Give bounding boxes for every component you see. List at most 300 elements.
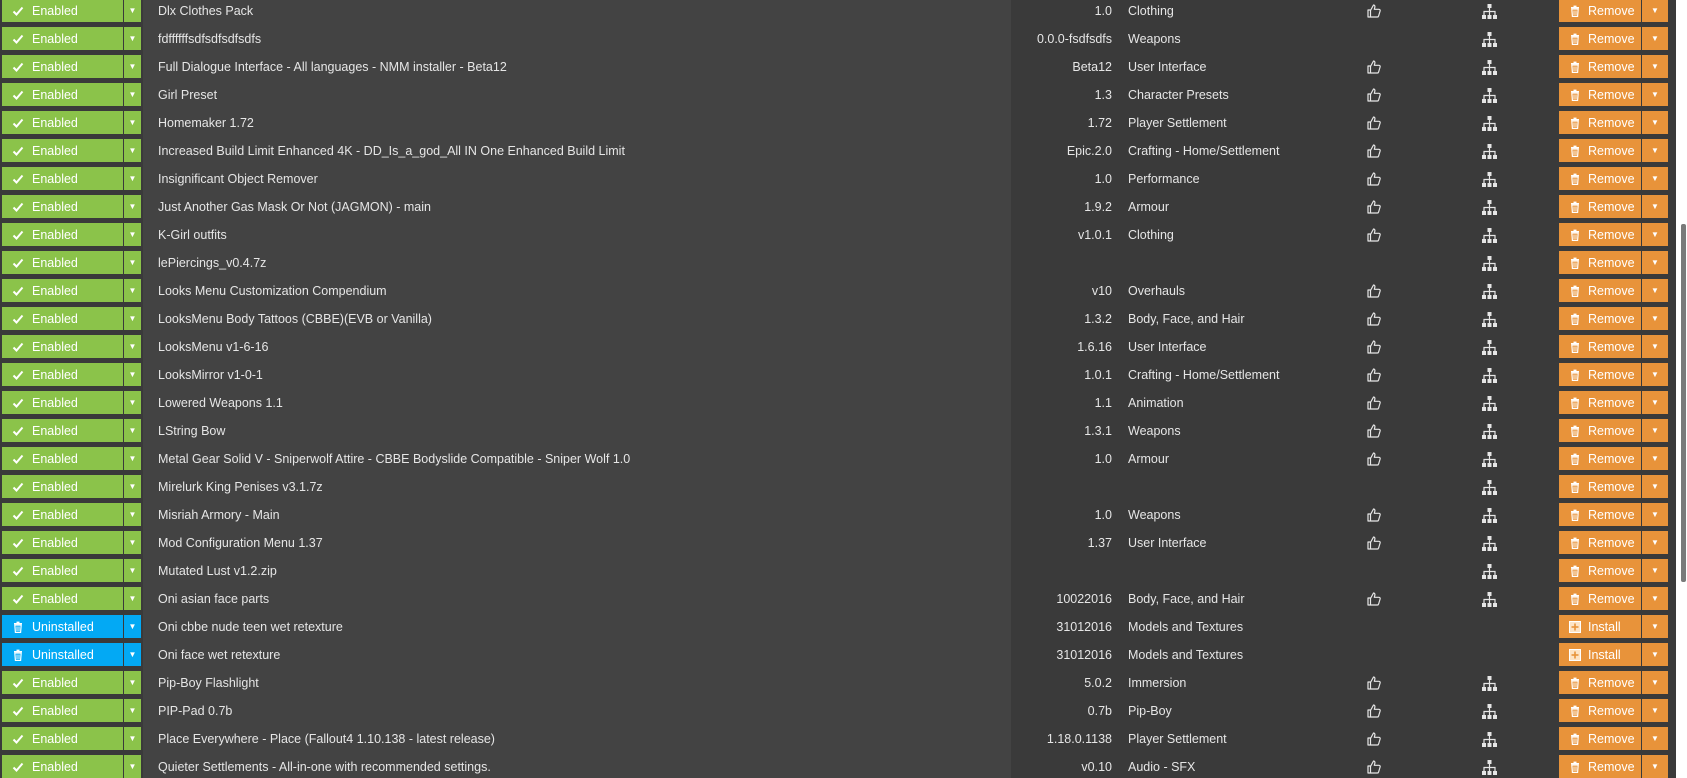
caret-down-icon: ▼ [1651,174,1659,183]
trash-icon [1569,145,1581,157]
status-dropdown-button[interactable] [124,27,141,50]
status-button[interactable] [2,139,123,162]
thumbs-up-icon[interactable] [1366,535,1382,551]
status-button[interactable] [2,223,123,246]
caret-down-icon: ▼ [1651,510,1659,519]
status-dropdown-button[interactable] [124,419,141,442]
action-label: Remove [1588,759,1635,774]
status-dropdown-button[interactable] [124,83,141,106]
sitemap-icon[interactable] [1481,3,1498,20]
trash-icon [1569,5,1581,17]
sitemap-icon[interactable] [1481,535,1498,552]
remove-button[interactable] [1559,587,1641,610]
status-dropdown-button[interactable] [124,223,141,246]
mod-row-25 [0,698,1676,726]
status-button[interactable] [2,251,123,274]
check-icon [12,509,24,521]
mod-category: User Interface [1128,536,1207,550]
sitemap-icon[interactable] [1481,759,1498,776]
sitemap-icon[interactable] [1481,283,1498,300]
action-dropdown-button[interactable] [1642,307,1668,330]
mod-category: User Interface [1128,60,1207,74]
action-dropdown-button[interactable] [1642,587,1668,610]
remove-button[interactable] [1559,671,1641,694]
sitemap-icon[interactable] [1481,59,1498,76]
remove-button[interactable] [1559,559,1641,582]
action-dropdown-button[interactable] [1642,167,1668,190]
status-dropdown-button[interactable] [124,559,141,582]
remove-button[interactable] [1559,531,1641,554]
action-dropdown-button[interactable] [1642,531,1668,554]
caret-down-icon: ▼ [128,454,137,463]
trash-icon [1569,677,1581,689]
action-control [1559,475,1668,498]
mod-row-17 [0,474,1676,502]
mod-name: K-Girl outfits [158,228,227,242]
status-button[interactable] [2,167,123,190]
caret-down-icon: ▼ [1651,762,1659,771]
trash-icon [1569,509,1581,521]
trash-icon [1569,369,1581,381]
sitemap-icon[interactable] [1481,255,1498,272]
status-control [2,167,141,190]
mod-name: Full Dialogue Interface - All languages - NMM installer - Beta12 [158,60,507,74]
remove-button[interactable] [1559,195,1641,218]
mod-name: Pip-Boy Flashlight [158,676,259,690]
thumbs-up-icon[interactable] [1366,227,1382,243]
mod-category: Clothing [1128,228,1174,242]
caret-down-icon: ▼ [128,174,137,183]
action-label: Remove [1588,591,1635,606]
status-button[interactable] [2,447,123,470]
status-button[interactable] [2,503,123,526]
status-label: Enabled [32,675,78,690]
action-dropdown-button[interactable] [1642,419,1668,442]
status-button[interactable] [2,699,123,722]
mod-row-3 [0,82,1676,110]
caret-down-icon: ▼ [128,342,137,351]
remove-button[interactable] [1559,223,1641,246]
status-dropdown-button[interactable] [124,699,141,722]
mod-version: 0.7b [1087,704,1112,718]
thumbs-up-icon[interactable] [1366,171,1382,187]
trash-icon [1569,33,1581,45]
remove-button[interactable] [1559,55,1641,78]
status-button[interactable] [2,559,123,582]
status-dropdown-button[interactable] [124,307,141,330]
status-control [2,559,141,582]
mod-category: Overhauls [1128,284,1185,298]
thumbs-up-icon[interactable] [1366,59,1382,75]
status-control [2,699,141,722]
mod-name: Looks Menu Customization Compendium [158,284,387,298]
caret-down-icon: ▼ [1651,734,1659,743]
status-label: Enabled [32,339,78,354]
status-label: Enabled [32,3,78,18]
mod-version: 10022016 [1056,592,1112,606]
action-label: Remove [1588,115,1635,130]
trash-icon [1569,397,1581,409]
sitemap-icon[interactable] [1481,227,1498,244]
caret-down-icon: ▼ [1651,90,1659,99]
remove-button[interactable] [1559,0,1641,22]
status-control [2,503,141,526]
status-label: Enabled [32,31,78,46]
status-label: Enabled [32,311,78,326]
sitemap-icon[interactable] [1481,339,1498,356]
mod-version [950,474,1112,500]
sitemap-icon[interactable] [1481,703,1498,720]
action-dropdown-button[interactable] [1642,727,1668,750]
thumbs-up-icon[interactable] [1366,507,1382,523]
status-button[interactable] [2,335,123,358]
status-button[interactable] [2,419,123,442]
mod-name: Just Another Gas Mask Or Not (JAGMON) - main [158,200,431,214]
action-dropdown-button[interactable] [1642,475,1668,498]
status-control [2,391,141,414]
caret-down-icon: ▼ [1651,538,1659,547]
mod-version: Beta12 [1072,60,1112,74]
mod-category: Pip-Boy [1128,704,1172,718]
status-button[interactable] [2,391,123,414]
mod-version: 5.0.2 [1084,676,1112,690]
sitemap-icon[interactable] [1481,31,1498,48]
remove-button[interactable] [1559,419,1641,442]
action-label: Remove [1588,339,1635,354]
check-icon [12,229,24,241]
sitemap-icon[interactable] [1481,423,1498,440]
status-label: Enabled [32,367,78,382]
caret-down-icon: ▼ [1651,286,1659,295]
status-dropdown-button[interactable] [124,475,141,498]
remove-button[interactable] [1559,251,1641,274]
thumbs-up-icon[interactable] [1366,199,1382,215]
sitemap-icon[interactable] [1481,199,1498,216]
status-dropdown-button[interactable] [124,643,141,666]
action-dropdown-button[interactable] [1642,195,1668,218]
remove-button[interactable] [1559,699,1641,722]
sitemap-icon[interactable] [1481,731,1498,748]
thumbs-up-icon[interactable] [1366,395,1382,411]
mod-row-16 [0,446,1676,474]
status-button[interactable] [2,727,123,750]
caret-down-icon: ▼ [128,622,137,631]
thumbs-up-icon[interactable] [1366,591,1382,607]
mod-version: 1.72 [1087,116,1112,130]
remove-button[interactable] [1559,111,1641,134]
status-button[interactable] [2,0,123,22]
check-icon [12,201,24,213]
status-dropdown-button[interactable] [124,531,141,554]
mod-row-20 [0,558,1676,586]
action-label: Remove [1588,675,1635,690]
mod-row-14 [0,390,1676,418]
status-dropdown-button[interactable] [124,195,141,218]
thumbs-up-icon[interactable] [1366,283,1382,299]
status-button[interactable] [2,755,123,778]
status-control [2,27,141,50]
plus-box-icon [1569,621,1581,633]
action-dropdown-button[interactable] [1642,139,1668,162]
scrollbar-thumb[interactable] [1681,224,1686,582]
mod-name: Increased Build Limit Enhanced 4K - DD_Is_a_god_All IN One Enhanced Build Limit [158,144,625,158]
mod-row-23 [0,642,1676,670]
caret-down-icon: ▼ [128,650,137,659]
check-icon [12,117,24,129]
status-button[interactable] [2,363,123,386]
action-dropdown-button[interactable] [1642,27,1668,50]
check-icon [12,173,24,185]
remove-button[interactable] [1559,447,1641,470]
action-dropdown-button[interactable] [1642,671,1668,694]
trash-icon [1569,313,1581,325]
caret-down-icon: ▼ [128,314,137,323]
status-control [2,755,141,778]
action-label: Remove [1588,171,1635,186]
status-dropdown-button[interactable] [124,391,141,414]
mod-row-18 [0,502,1676,530]
mod-version: Epic.2.0 [1066,144,1112,158]
status-dropdown-button[interactable] [124,503,141,526]
trash-icon [1569,425,1581,437]
caret-down-icon: ▼ [1651,230,1659,239]
check-icon [12,593,24,605]
status-button[interactable] [2,531,123,554]
status-dropdown-button[interactable] [124,755,141,778]
remove-button[interactable] [1559,139,1641,162]
action-dropdown-button[interactable] [1642,447,1668,470]
action-control [1559,559,1668,582]
thumbs-up-icon[interactable] [1366,367,1382,383]
status-button[interactable] [2,83,123,106]
caret-down-icon: ▼ [1651,146,1659,155]
remove-button[interactable] [1559,391,1641,414]
mod-row-4 [0,110,1676,138]
sitemap-icon[interactable] [1481,479,1498,496]
status-control [2,419,141,442]
mod-name: Place Everywhere - Place (Fallout4 1.10.138 - latest release) [158,732,495,746]
status-label: Enabled [32,171,78,186]
sitemap-icon[interactable] [1481,87,1498,104]
remove-button[interactable] [1559,167,1641,190]
status-label: Uninstalled [32,647,94,662]
status-label: Enabled [32,283,78,298]
action-control [1559,391,1668,414]
mod-name: Dlx Clothes Pack [158,4,254,18]
caret-down-icon: ▼ [1651,622,1659,631]
sitemap-icon[interactable] [1481,507,1498,524]
status-button[interactable] [2,587,123,610]
sitemap-icon[interactable] [1481,591,1498,608]
status-button[interactable] [2,671,123,694]
remove-button[interactable] [1559,307,1641,330]
status-button[interactable] [2,307,123,330]
mod-name: PIP-Pad 0.7b [158,704,233,718]
status-button[interactable] [2,643,123,666]
mod-row-5 [0,138,1676,166]
action-dropdown-button[interactable] [1642,0,1668,22]
action-dropdown-button[interactable] [1642,55,1668,78]
mod-version: 1.18.0.1138 [1046,732,1112,746]
mod-version: 1.6.16 [1077,340,1112,354]
status-control [2,139,141,162]
status-button[interactable] [2,195,123,218]
thumbs-up-icon[interactable] [1366,311,1382,327]
remove-button[interactable] [1559,475,1641,498]
action-label: Remove [1588,563,1635,578]
action-dropdown-button[interactable] [1642,251,1668,274]
mod-version: 31012016 [1056,620,1112,634]
mod-name: Mutated Lust v1.2.zip [158,564,277,578]
status-dropdown-button[interactable] [124,671,141,694]
status-button[interactable] [2,55,123,78]
check-icon [12,481,24,493]
mod-row-2 [0,54,1676,82]
status-button[interactable] [2,615,123,638]
remove-button[interactable] [1559,27,1641,50]
action-dropdown-button[interactable] [1642,363,1668,386]
check-icon [12,565,24,577]
thumbs-up-icon[interactable] [1366,143,1382,159]
sitemap-icon[interactable] [1481,675,1498,692]
caret-down-icon: ▼ [1651,202,1659,211]
remove-button[interactable] [1559,503,1641,526]
status-dropdown-button[interactable] [124,111,141,134]
status-control [2,671,141,694]
action-dropdown-button[interactable] [1642,223,1668,246]
status-control [2,83,141,106]
install-button[interactable] [1559,643,1641,666]
action-label: Install [1588,619,1621,634]
status-dropdown-button[interactable] [124,335,141,358]
thumbs-up-icon[interactable] [1366,759,1382,775]
mod-category: Clothing [1128,4,1174,18]
thumbs-up-icon[interactable] [1366,339,1382,355]
remove-button[interactable] [1559,335,1641,358]
status-dropdown-button[interactable] [124,727,141,750]
mod-row-19 [0,530,1676,558]
caret-down-icon: ▼ [128,202,137,211]
status-dropdown-button[interactable] [124,0,141,22]
mod-version: 1.3.2 [1084,312,1112,326]
status-control [2,531,141,554]
action-dropdown-button[interactable] [1642,615,1668,638]
sitemap-icon[interactable] [1481,563,1498,580]
status-button[interactable] [2,279,123,302]
status-control [2,615,141,638]
sitemap-icon[interactable] [1481,311,1498,328]
status-control [2,475,141,498]
status-dropdown-button[interactable] [124,615,141,638]
action-dropdown-button[interactable] [1642,111,1668,134]
action-dropdown-button[interactable] [1642,643,1668,666]
mod-category: Weapons [1128,508,1181,522]
mod-name: Metal Gear Solid V - Sniperwolf Attire - CBBE Bodyslide Compatible - Sniper Wolf 1.0 [158,452,631,466]
thumbs-up-icon[interactable] [1366,3,1382,19]
status-label: Enabled [32,199,78,214]
sitemap-icon[interactable] [1481,367,1498,384]
status-dropdown-button[interactable] [124,363,141,386]
mod-category: Player Settlement [1128,116,1227,130]
thumbs-up-icon[interactable] [1366,731,1382,747]
status-button[interactable] [2,27,123,50]
action-dropdown-button[interactable] [1642,559,1668,582]
thumbs-up-icon[interactable] [1366,675,1382,691]
sitemap-icon[interactable] [1481,451,1498,468]
status-dropdown-button[interactable] [124,55,141,78]
mod-category: Character Presets [1128,88,1229,102]
action-dropdown-button[interactable] [1642,83,1668,106]
action-control [1559,251,1668,274]
sitemap-icon[interactable] [1481,395,1498,412]
status-label: Enabled [32,703,78,718]
mod-version: 1.1 [1094,396,1112,410]
remove-button[interactable] [1559,727,1641,750]
action-dropdown-button[interactable] [1642,279,1668,302]
thumbs-up-icon[interactable] [1366,115,1382,131]
action-label: Remove [1588,507,1635,522]
caret-down-icon: ▼ [1651,454,1659,463]
install-button[interactable] [1559,615,1641,638]
mod-category: Audio - SFX [1128,760,1196,774]
action-dropdown-button[interactable] [1642,335,1668,358]
thumbs-up-icon[interactable] [1366,451,1382,467]
status-button[interactable] [2,111,123,134]
mod-name: Oni cbbe nude teen wet retexture [158,620,343,634]
thumbs-up-icon[interactable] [1366,703,1382,719]
mod-version: v0.10 [1081,760,1112,774]
status-dropdown-button[interactable] [124,447,141,470]
status-dropdown-button[interactable] [124,167,141,190]
remove-button[interactable] [1559,363,1641,386]
status-dropdown-button[interactable] [124,251,141,274]
caret-down-icon: ▼ [128,370,137,379]
status-dropdown-button[interactable] [124,279,141,302]
action-label: Remove [1588,3,1635,18]
action-dropdown-button[interactable] [1642,755,1668,778]
action-control [1559,727,1668,750]
mod-category: Immersion [1128,676,1187,690]
mod-category: Armour [1128,200,1169,214]
mod-version: 0.0.0-fsdfsdfs [1036,32,1112,46]
mod-name: LooksMirror v1-0-1 [158,368,263,382]
status-dropdown-button[interactable] [124,139,141,162]
action-control [1559,335,1668,358]
action-control [1559,447,1668,470]
action-control [1559,83,1668,106]
remove-button[interactable] [1559,755,1641,778]
sitemap-icon[interactable] [1481,171,1498,188]
status-button[interactable] [2,475,123,498]
sitemap-icon[interactable] [1481,143,1498,160]
sitemap-icon[interactable] [1481,115,1498,132]
caret-down-icon: ▼ [128,706,137,715]
status-dropdown-button[interactable] [124,587,141,610]
check-icon [12,453,24,465]
trash-icon [12,621,24,633]
caret-down-icon: ▼ [1651,426,1659,435]
status-label: Enabled [32,255,78,270]
mod-name: LString Bow [158,424,226,438]
thumbs-up-icon[interactable] [1366,423,1382,439]
action-dropdown-button[interactable] [1642,391,1668,414]
remove-button[interactable] [1559,83,1641,106]
status-label: Enabled [32,227,78,242]
action-dropdown-button[interactable] [1642,503,1668,526]
action-dropdown-button[interactable] [1642,699,1668,722]
remove-button[interactable] [1559,279,1641,302]
thumbs-up-icon[interactable] [1366,87,1382,103]
